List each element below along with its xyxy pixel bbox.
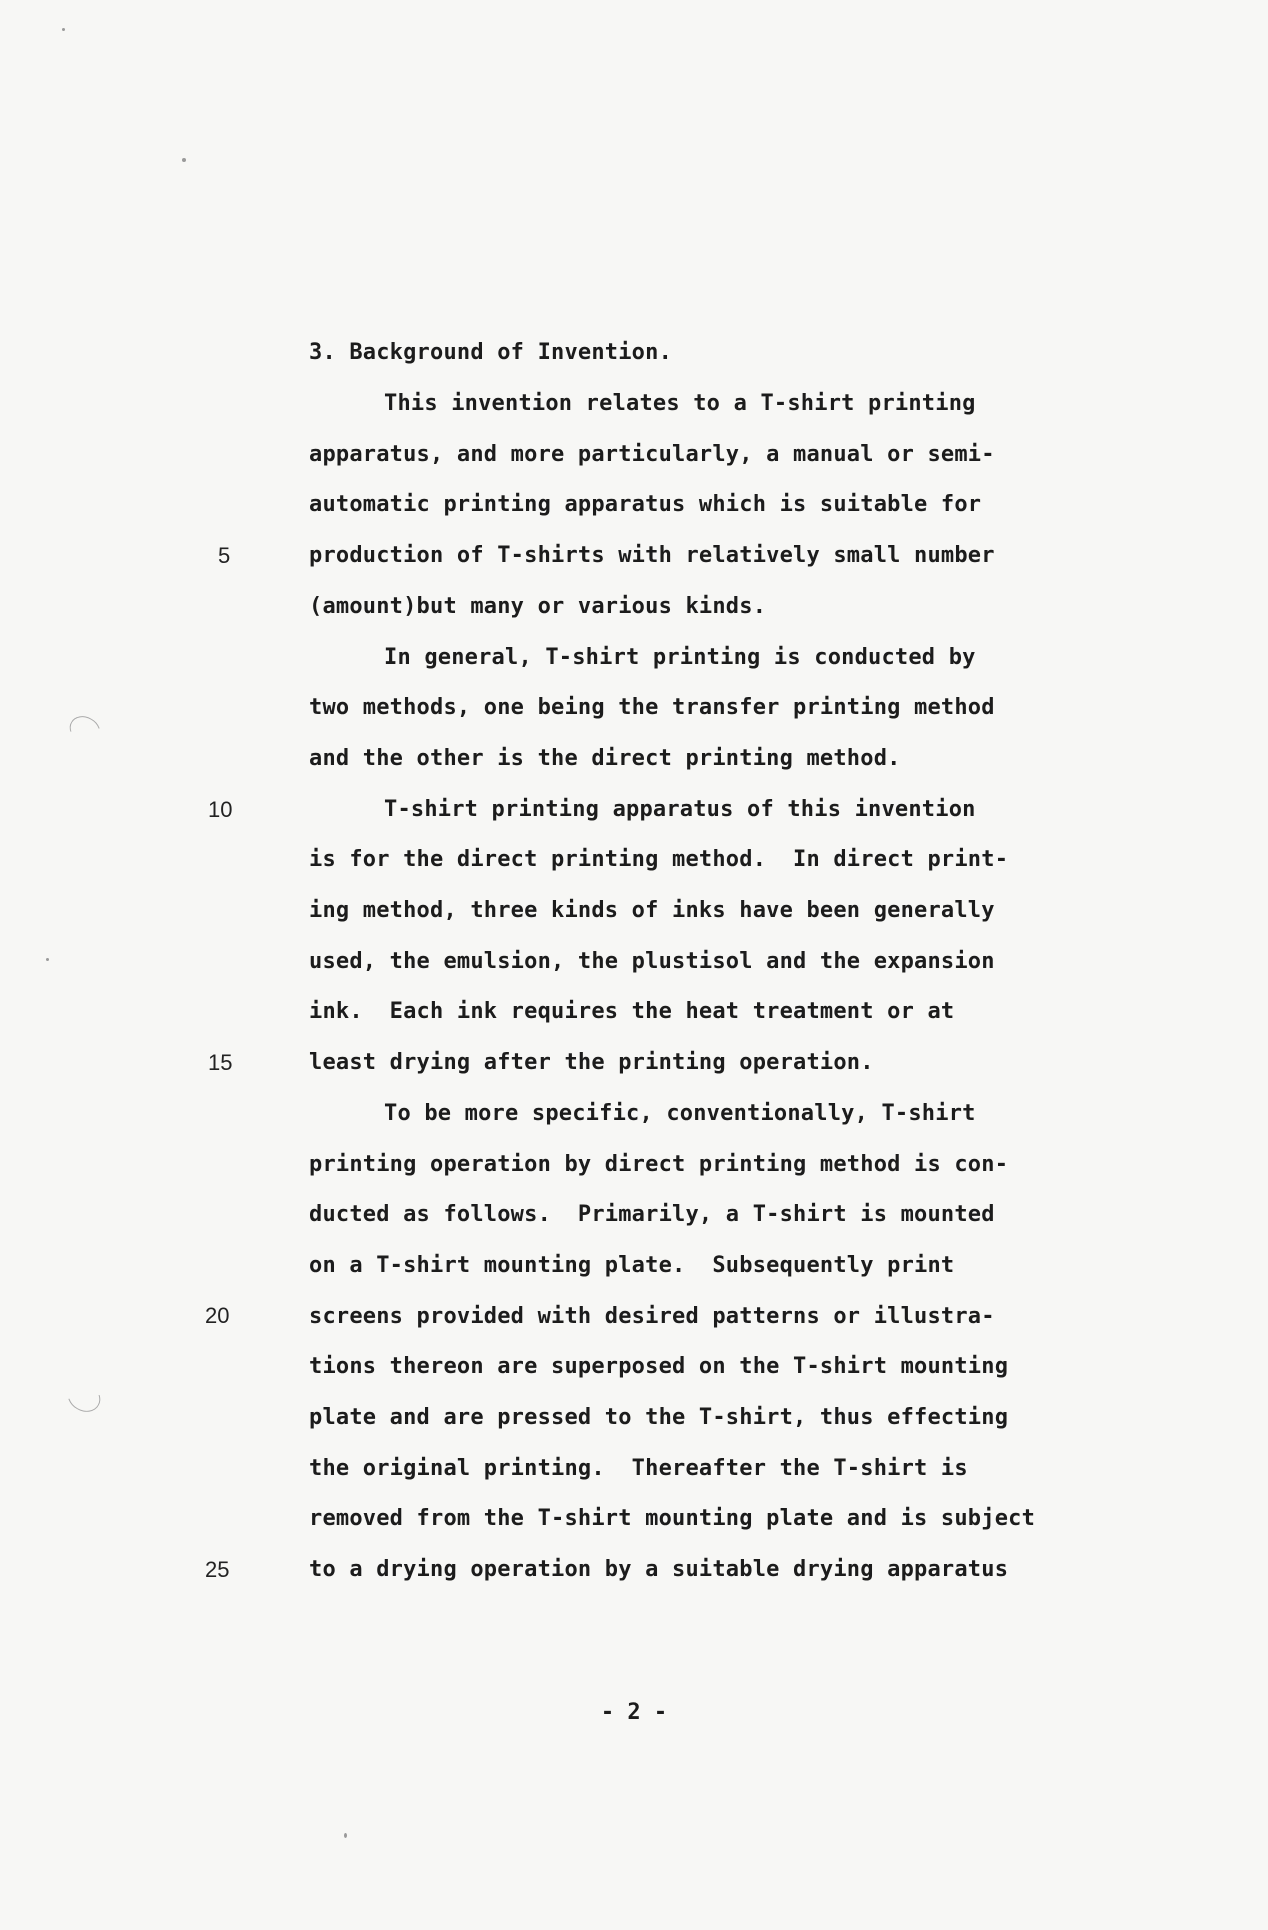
text-line: ducted as follows. Primarily, a T-shirt is mounted (309, 1202, 995, 1227)
text-line: and the other is the direct printing method. (309, 746, 901, 771)
text-line: on a T-shirt mounting plate. Subsequently print (309, 1253, 955, 1278)
line-number-15: 15 (208, 1050, 233, 1075)
text-line: is for the direct printing method. In direct print- (309, 847, 1009, 872)
scan-speck (344, 1833, 347, 1838)
text-line: apparatus, and more particularly, a manual or semi- (309, 442, 995, 467)
text-line: to a drying operation by a suitable drying apparatus (309, 1557, 1009, 1582)
text-line: production of T-shirts with relatively small number (309, 543, 995, 568)
scan-mark (65, 711, 106, 750)
scan-speck (46, 958, 49, 961)
text-line: least drying after the printing operation. (309, 1050, 874, 1075)
text-line: tions thereon are superposed on the T-shirt mounting (309, 1354, 1009, 1379)
text-line: plate and are pressed to the T-shirt, thus effecting (309, 1405, 1009, 1430)
text-line: the original printing. Thereafter the T-shirt is (309, 1456, 968, 1481)
text-line: (amount)but many or various kinds. (309, 594, 767, 619)
text-line: In general, T-shirt printing is conducted by (384, 645, 976, 670)
line-number-5: 5 (218, 543, 231, 568)
text-line: used, the emulsion, the plustisol and the expansion (309, 949, 995, 974)
line-number-25: 25 (205, 1557, 230, 1582)
text-line: printing operation by direct printing method is con- (309, 1152, 1009, 1177)
section-heading: 3. Background of Invention. (309, 340, 673, 365)
line-number-10: 10 (208, 797, 233, 822)
text-line: ing method, three kinds of inks have been generally (309, 898, 995, 923)
text-line: T-shirt printing apparatus of this invention (384, 797, 976, 822)
page-number: - 2 - (600, 1700, 668, 1725)
text-line: screens provided with desired patterns or illustra- (309, 1304, 995, 1329)
text-line: automatic printing apparatus which is suitable for (309, 492, 982, 517)
text-line: ink. Each ink requires the heat treatment or at (309, 999, 955, 1024)
text-line: This invention relates to a T-shirt printing (384, 391, 976, 416)
scan-speck (182, 158, 186, 162)
scan-speck (62, 28, 65, 31)
text-line: removed from the T-shirt mounting plate and is subject (309, 1506, 1036, 1531)
text-line: two methods, one being the transfer printing method (309, 695, 995, 720)
scan-mark (62, 1376, 105, 1417)
line-number-20: 20 (205, 1303, 230, 1328)
text-line: To be more specific, conventionally, T-shirt (384, 1101, 976, 1126)
